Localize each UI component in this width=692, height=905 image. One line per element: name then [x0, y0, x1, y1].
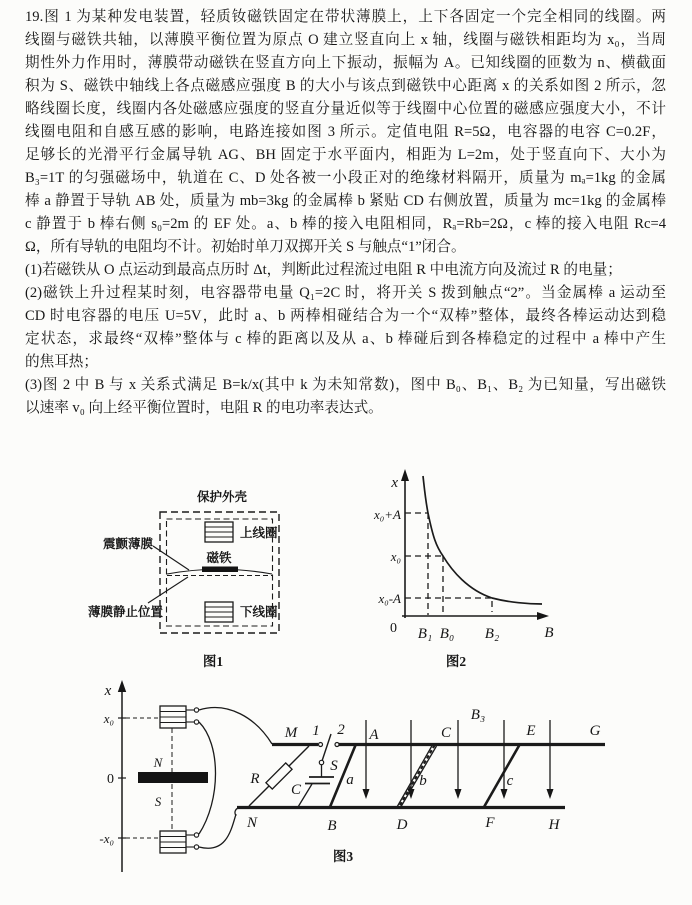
figure-1-caption: 图1 [202, 654, 224, 669]
text-line: 定状态，求最终“双棒”整体与 c 棒的距离以及从 a、b 棒碰后到各棒稳定的过程中 a 棒中产生 [25, 331, 666, 347]
problem-text [25, 6, 666, 420]
membrane-label: 震颤薄膜 [103, 537, 154, 551]
switch-pivot [319, 760, 323, 764]
text-line: 线圈与磁铁共轴，以薄膜平衡位置为原点 O 建立竖直向上 x 轴，线圈与磁铁相距均为 x₀，当周 [25, 32, 666, 48]
point-h-label: H [548, 817, 560, 833]
tick-negx0-label: -x₀ [99, 831, 114, 846]
upper-coil [205, 522, 233, 542]
switch-contact-1 [319, 743, 323, 747]
text-line: (1)若磁铁从 O 点运动到最高点历时 Δt，判断此过程流过电阻 R 中电流方向及流过 R 的电量； [25, 262, 622, 278]
switch-contact-2 [335, 743, 339, 747]
point-f-label: F [485, 815, 495, 831]
lower-coil [205, 602, 233, 622]
membrane-leader-line [153, 546, 189, 570]
figure-3-circuit-diagram [90, 678, 670, 873]
text-line: B₃=1T 的匀强磁场中，轨道在 C、D 处各被一小段正对的绝缘材料隔开，质量为 mₐ=1kg 的金属 [25, 170, 666, 186]
tick-x0: x₀ [390, 549, 401, 564]
text-line: 19.图 1 为某种发电装置，轻质钕磁铁固定在带状薄膜上，上下各固定一个完全相同的线圈。两 [25, 9, 666, 25]
shell-label: 保护外壳 [196, 490, 248, 504]
point-a-label: A [369, 727, 379, 743]
figure-3-caption: 图3 [332, 849, 354, 864]
figure-1-device-diagram [85, 480, 365, 675]
y-axis-arrow [401, 469, 409, 481]
n-rail-label: N [246, 815, 258, 831]
rest-position-leader-line [148, 577, 188, 603]
lower-coil-label: 下线圈 [240, 605, 278, 619]
contact-2-label: 2 [337, 722, 345, 738]
rod-c-label: c [506, 773, 514, 789]
x-axis-label: x [104, 683, 112, 699]
upper-coil [160, 706, 199, 728]
text-line: CD 时电容器的电压 U=5V，此时 a、b 两棒相碰结合为一个“双棒”整体，最终各棒运动达到稳 [25, 308, 666, 324]
text-line: c 静置于 b 棒右侧 s₀=2m 的 EF 处。a、b 棒的接入电阻相同，Rₐ=Rb=2Ω，c 棒的接入电阻 Rc=4 [25, 216, 666, 232]
text-line: 棒 a 静置于导轨 AB 处，质量为 mb=3kg 的金属棒 b 紧贴 CD 右侧放置，质量为 mc=1kg 的金属棒 [25, 193, 666, 209]
text-line: 略线圈长度，线圈内各处磁感应强度的竖直分量近似等于线圈中心位置的磁感应强度大小，不计 [25, 101, 666, 117]
b-vs-x-curve [423, 476, 542, 604]
text-line: Ω，所有导轨的电阻均不计。初始时单刀双掷开关 S 与触点“1”闭合。 [25, 239, 466, 255]
switch-label: S [330, 758, 338, 774]
point-g-label: G [589, 723, 601, 739]
origin-label: 0 [390, 621, 397, 636]
rod-b-label: b [419, 773, 427, 789]
lower-coil-terminal-bottom [194, 845, 198, 849]
text-line: 以速率 v₀ 向上经平衡位置时，电阻 R 的电功率表达式。 [25, 400, 383, 416]
text-line: (2)磁铁上升过程某时刻，电容器带电量 Q₁=2C 时，将开关 S 拨到触点“2”。当金属棒 a 运动至 [25, 285, 666, 301]
point-b-label: B [327, 818, 337, 834]
tick-x0-plus-a: x₀+A [373, 507, 401, 522]
magnet-bar [138, 772, 208, 783]
text-line: 线圈电阻和自感互感的影响，电路连接如图 3 所示。定值电阻 R=5Ω，电容器的电容 C=0.2F， [25, 124, 666, 140]
m-rail-label: M [284, 725, 298, 741]
field-arrow [455, 720, 462, 799]
contact-1-label: 1 [312, 723, 320, 739]
magnet-n-label: N [153, 755, 163, 770]
resistor-body [266, 763, 292, 789]
text-line: (3)图 2 中 B 与 x 关系式满足 B=k/x(其中 k 为未知常数)，图中 B₀、B₁、B₂ 为已知量，写出磁铁 [25, 377, 666, 393]
figure-2-caption: 图2 [445, 654, 467, 669]
switch-lever [322, 734, 331, 761]
text-line: 足够长的光滑平行金属导轨 AG、BH 固定于水平面内，相距为 L=2m，处于竖直向下、大小为 [25, 147, 666, 163]
y-axis-label: x [391, 475, 398, 491]
upper-coil-terminal-bottom [194, 720, 198, 724]
tick-b0: B₀ [439, 626, 455, 642]
figure-2-bx-graph [360, 462, 565, 674]
x-axis-label: B [544, 625, 554, 641]
tick-x0-label: x₀ [103, 711, 114, 726]
field-arrows [363, 720, 554, 799]
tick-b1: B₁ [417, 626, 433, 642]
upper-coil-terminal-top [194, 708, 198, 712]
rest-position-label: 薄膜静止位置 [88, 605, 164, 619]
magnet-bar [202, 567, 238, 573]
magnet-s-label: S [154, 794, 162, 809]
point-c-label: C [440, 725, 452, 741]
capacitor-label: C [290, 782, 302, 798]
tick-b2: B₂ [484, 626, 500, 642]
text-line: 期性外力作用时，薄膜带动磁铁在竖直方向上下振动，振幅为 A。已知线圈的匝数为 n、横截面 [25, 55, 666, 71]
point-d-label: D [396, 817, 408, 833]
resistor-label: R [250, 771, 260, 787]
x-axis-arrow [118, 680, 126, 692]
wire-lower-coil-to-n-rail [199, 814, 236, 848]
lower-coil-terminal-top [194, 833, 198, 837]
text-line: 积为 S、磁铁中轴线上各点磁感应强度 B 的大小与该点到磁铁中心距离 x 的关系如图 2 所示，忽 [25, 78, 666, 94]
lower-coil [160, 831, 199, 853]
upper-coil-label: 上线圈 [240, 526, 278, 540]
rod-b [397, 744, 437, 808]
point-e-label: E [526, 723, 536, 739]
tick-x0-minus-a: x₀-A [378, 591, 401, 606]
x-axis-arrow [537, 612, 549, 620]
text-line: 的焦耳热； [25, 354, 98, 370]
field-arrow [547, 720, 554, 799]
magnet-label: 磁铁 [206, 551, 232, 565]
field-b3-label: B₃ [470, 707, 486, 723]
rod-a-label: a [346, 772, 354, 788]
rod-c [484, 744, 520, 807]
tick-zero-label: 0 [107, 772, 114, 787]
